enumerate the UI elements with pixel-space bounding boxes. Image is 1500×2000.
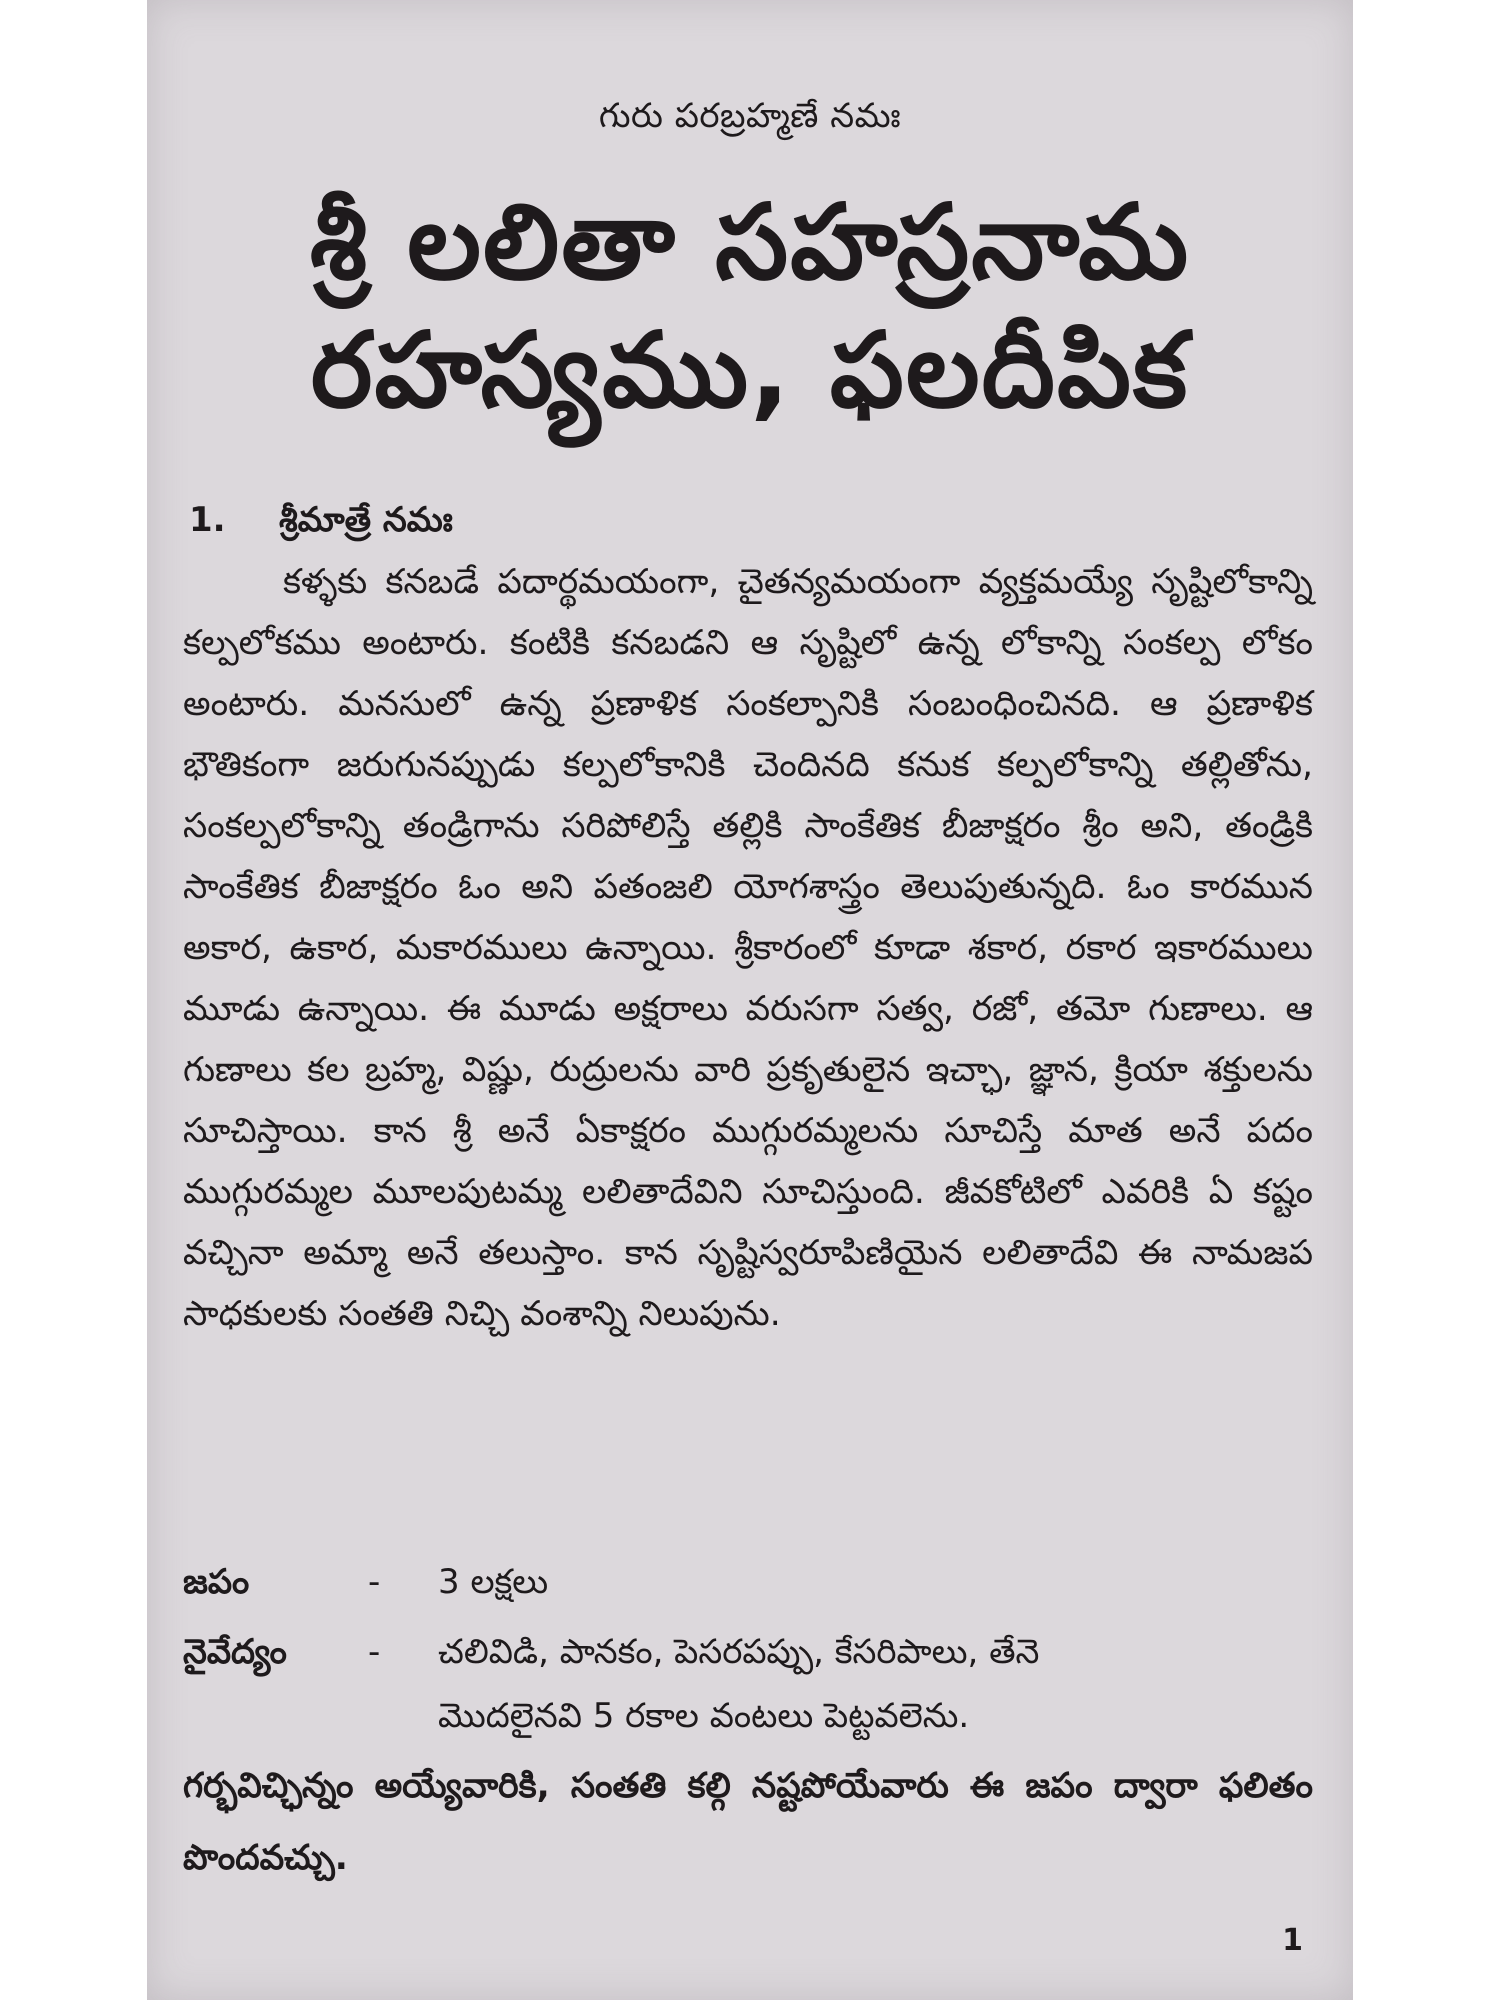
section-number: 1. — [189, 500, 226, 540]
closing-paragraph: గర్భవిచ్ఛిన్నం అయ్యేవారికి, సంతతి కల్గి నష్టపోయేవారు ఈ జపం ద్వారా ఫలితం పొందవచ్చు. — [183, 1766, 1313, 1878]
page-title — [147, 178, 1353, 434]
page-number: 1 — [1282, 1923, 1303, 1958]
naivedyam-value-line-2: మొదలైనవి 5 రకాల వంటలు పెట్టవలెను. — [438, 1696, 970, 1736]
japam-value: 3 లక్షలు — [438, 1562, 549, 1602]
japam-label: జపం — [183, 1562, 250, 1602]
title-line-2: రహస్యము, ఫలదీపిక — [310, 309, 1190, 431]
section-heading — [189, 500, 453, 548]
title-line-1: శ్రీ లలితా సహస్రనామ — [309, 181, 1191, 303]
naivedyam-value-line-1: చలివిడి, పానకం, పెసరపప్పు, కేసరిపాలు, తేనె — [438, 1632, 1040, 1672]
section-name: శ్రీమాత్రే నమః — [279, 500, 453, 540]
page-header: గురు పరబ్రహ్మణే నమః — [598, 96, 902, 136]
body-paragraph: కళ్ళకు కనబడే పదార్థమయంగా, చైతన్యమయంగా వ్యక్తమయ్యే సృష్టిలోకాన్ని కల్పలోకము అంటారు. కంటికి కనబడని ఆ సృష్టిలో ఉన్న లోకాన్ని సంకల్ప లోకం అంటారు. మనసులో ఉన్న ప్రణాళిక సంకల్పానికి సంబంధించినది. ఆ ప్రణాళిక భౌతికంగా జరుగునప్పుడు కల్పలోకానికి చెందినది కనుక కల్పలోకాన్ని తల్లితోను, సంకల్పలోకాన్ని తండ్రిగాను సరిపోలిస్తే తల్లికి సాంకేతిక బీజాక్షరం శ్రీం అని, తండ్రికి సాంకేతిక బీజాక్షరం ఓం అని పతంజలి యోగశాస్త్రం తెలుపుతున్నది. ఓం కారమున అకార, ఉకార, మకారములు ఉన్నాయి. శ్రీకారంలో కూడా శకార, రకార ఇకారములు మూడు ఉన్నాయి. ఈ మూడు అక్షరాలు వరుసగా సత్వ, రజో, తమో గుణాలు. ఆ గుణాలు కల బ్రహ్మ, విష్ణు, రుద్రులను వారి ప్రకృతులైన ఇచ్ఛా, జ్ఞాన, క్రియా శక్తులను సూచిస్తాయి. కాన శ్రీ అనే ఏకాక్షరం ముగ్గురమ్మలను సూచిస్తే మాత అనే పదం ముగ్గురమ్మల మూలపుటమ్మ లలితాదేవిని సూచిస్తుంది. జీవకోటిలో ఎవరికి ఏ కష్టం వచ్చినా అమ్మా అనే తలుస్తాం. కాన సృష్టిస్వరూపిణియైన లలితాదేవి ఈ నామజప సాధకులకు సంతతి నిచ్చి వంశాన్ని నిలుపును. — [183, 562, 1313, 1334]
naivedyam-dash: - — [368, 1632, 381, 1672]
book-page — [147, 0, 1353, 2000]
japam-dash: - — [368, 1562, 381, 1602]
naivedyam-label: నైవేద్యం — [183, 1632, 287, 1672]
